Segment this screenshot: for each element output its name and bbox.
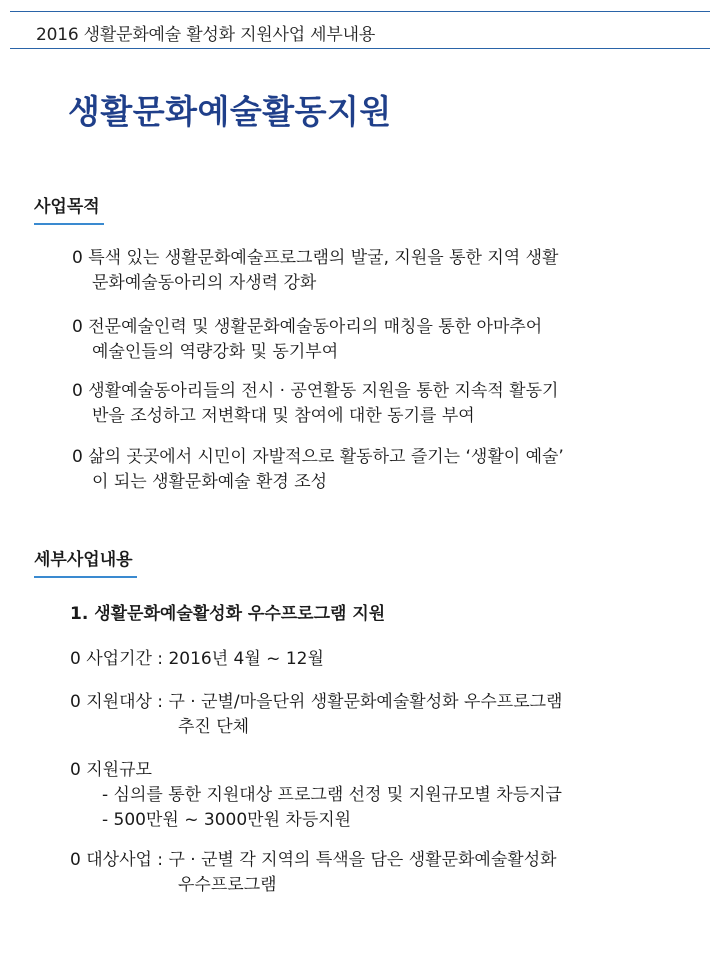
scale-item: - 500만원 ~ 3000만원 차등지원: [102, 810, 352, 830]
target-line2: 추진 단체: [178, 717, 250, 737]
purpose-item: [72, 379, 558, 429]
program-subtitle: 1. 생활문화예술활성화 우수프로그램 지원: [70, 604, 386, 624]
header-rule-top: [10, 11, 710, 12]
purpose-item-line2: 예술인들의 역량강화 및 동기부여: [92, 342, 339, 362]
header-title: 2016 생활문화예술 활성화 지원사업 세부내용: [36, 25, 376, 45]
section-heading-purpose: [34, 192, 100, 222]
page-title: 생활문화예술활동지원: [68, 92, 392, 131]
purpose-item-line1: 0 특색 있는 생활문화예술프로그램의 발굴, 지원을 통한 지역 생활: [72, 248, 559, 268]
section-heading-label: 세부사업내용: [34, 550, 133, 570]
section-heading-underline: [34, 576, 137, 578]
header-rule-bottom: [10, 48, 710, 49]
target-row: [70, 690, 562, 740]
section-heading-underline: [34, 223, 104, 225]
purpose-item: [72, 315, 542, 365]
period-row: 0 사업기간 : 2016년 4월 ~ 12월: [70, 649, 324, 669]
scale-row: [70, 758, 562, 833]
purpose-item-line2: 이 되는 생활문화예술 환경 조성: [92, 472, 328, 492]
business-row: [70, 848, 557, 898]
purpose-item: [72, 445, 564, 495]
purpose-item: [72, 246, 558, 296]
scale-item: - 심의를 통한 지원대상 프로그램 선정 및 지원규모별 차등지급: [102, 785, 562, 805]
business-line2: 우수프로그램: [178, 875, 277, 895]
purpose-item-line1: 0 생활예술동아리들의 전시 · 공연활동 지원을 통한 지속적 활동기: [72, 381, 559, 401]
section-heading-label: 사업목적: [34, 197, 100, 217]
purpose-item-line2: 문화예술동아리의 자생력 강화: [92, 273, 317, 293]
business-line1: 0 대상사업 : 구 · 군별 각 지역의 특색을 담은 생활문화예술활성화: [70, 850, 557, 870]
purpose-item-line1: 0 전문예술인력 및 생활문화예술동아리의 매칭을 통한 아마추어: [72, 317, 543, 337]
scale-head: 0 지원규모: [70, 760, 152, 780]
purpose-item-line2: 반을 조성하고 저변확대 및 참여에 대한 동기를 부여: [92, 406, 475, 426]
section-heading-details: [34, 545, 133, 575]
target-line1: 0 지원대상 : 구 · 군별/마을단위 생활문화예술활성화 우수프로그램: [70, 692, 563, 712]
purpose-item-line1: 0 삶의 곳곳에서 시민이 자발적으로 활동하고 즐기는 ‘생활이 예술’: [72, 447, 564, 467]
